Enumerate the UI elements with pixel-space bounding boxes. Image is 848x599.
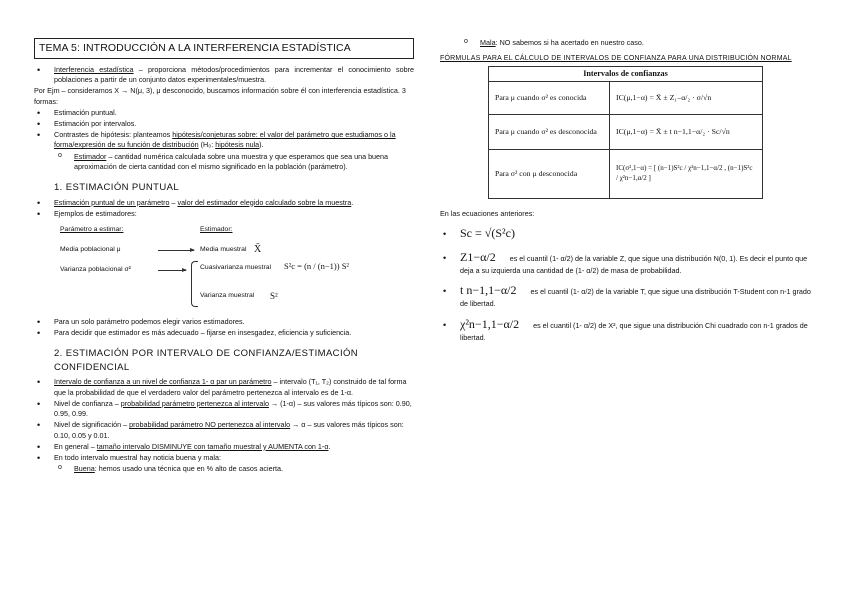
arrow-variance [158,270,186,271]
formulas-title: FÓRMULAS PARA EL CÁLCULO DE INTERVALOS DE CONFIANZA PARA UNA DISTRIBUCIÓN NORMAL [440,55,792,63]
left-column [34,38,414,475]
def-item [440,316,820,343]
estimator-header: Estimador: [200,226,233,234]
intro-text: – proporciona métodos/procedimientos para incrementar el conocimiento sobre poblaciones a partir de un conjunto datos experimentales/muestra. [54,64,414,85]
def-symbol: χ²n−1,1−α/2 [460,316,520,331]
row-formula: IC(σ²,1−α) = [ (n−1)S²c / χ²n−1,1−α/2 , (n−1)S²c / χ²n−1,α/2 ] [610,149,763,198]
ci-term: Intervalo de confianza a un nivel de confianza 1- α par un parámetro [54,377,272,387]
sym-mean: X̄ [254,244,262,256]
sig-post: → α – sus valores más típicos son: 0.10, 0.05 y 0.01. [54,420,404,440]
def-item [440,249,820,276]
bad-term: Mala [480,38,496,47]
row-case: Para μ cuando σ² es conocida [489,81,610,114]
good-news-sub [34,464,414,474]
brace [191,261,198,307]
def-text: es el cuantil (1- α/2) de X², que sigue una distribución Chi cuadrado con n-1 grados de libertad. [460,320,808,342]
hypothesis-bullet [34,130,414,150]
est-variance: Varianza muestral [200,292,255,300]
after-fig-1: • Para un solo parámetro podemos elegir varios estimadores. [34,317,414,327]
confidence-bullet [34,399,414,419]
def-item [440,225,820,243]
general-bullet [34,442,414,452]
row-case: Para μ cuando σ² es desconocida [489,114,610,149]
examples-bullet: • Ejemplos de estimadores: [34,209,414,219]
gen-pre: En general – [54,441,97,451]
bad-def: : NO sabemos si ha acertado en nuestro caso. [495,38,644,47]
point-def: valor del estimador elegido calculado sobre la muestra [177,197,352,207]
intro-bullet [34,65,414,85]
form-bullet-1: • Estimación puntual. [34,108,414,118]
def-text: es el cuantil (1- α/2) de la variable Z, que sigue una distribución N(0, 1). Es decir el punto que deja a su izquierda una cantidad de (1- α/2) de masa de probabilidad. [460,254,808,276]
ci-def: – intervalo (T₁, T₂) construido de tal forma que la probabilidad de que el verdadero valor del parámetro pertenezca al intervalo es de 1-α. [54,377,407,397]
arrow-mean [158,250,194,251]
hyp-underlined: hipótesis/conjeturas sobre: el valor del parámetro que estudiamos o la forma/expresión de su función de distribución [54,130,396,150]
hyp-null: hipótesis nula [215,140,260,150]
estimator-sub [34,152,414,172]
point-end: . [351,197,354,207]
sig-u: probabilidad parámetro NO pertenezca al intervalo [129,420,291,430]
form-bullet-2: • Estimación por intervalos. [34,119,414,129]
ci-bullet [34,377,414,397]
estimator-figure [58,225,414,311]
hyp-pre: Contrastes de hipótesis: planteamos [54,130,173,140]
table-header: Intervalos de confianzas [489,67,763,82]
sym-quasivariance: S²c = (n / (n−1)) S² [284,261,349,272]
estimator-def: – cantidad numérica calculada sobre una muestra y que esperamos que sea una buena aproximación de cierta cantidad con el mismo significado en la población (parámetro). [74,151,389,171]
table-row [489,81,763,114]
row-formula: IC(μ,1−α) = X̄ ± Z₁₋α/₂ · σ/√n [610,81,763,114]
def-symbol: t n−1,1−α/2 [460,283,517,298]
hyp-post: (H₀: [198,140,216,150]
equations-intro: En las ecuaciones anteriores: [440,208,535,218]
conf-pre: Nivel de confianza – [54,398,121,408]
def-text: es el cuantil (1- α/2) de la variable T, que sigue una distribución T-Student con n-1 grado de libertad. [460,287,811,309]
hyp-end: ). [259,140,264,150]
gen-u: tamaño intervalo DISMINUYE con tamaño muestral y AUMENTA con 1-α [96,441,329,451]
conf-u: probabilidad parámetro pertenezca al intervalo [120,398,269,408]
gen-end: . [328,441,331,451]
conf-post: → (1-α) – sus valores más típicos son: 0.90, 0.95, 0.99. [54,398,412,419]
est-quasivariance: Cuasivarianza muestral [200,264,272,272]
table-row [489,149,763,198]
point-dash: – [169,197,178,207]
table-row [489,114,763,149]
example-line: Por Ejm – consideramos X → N(μ, 3), μ desconocido, buscamos información sobre él con interferencia estadística. 3 formas: [34,86,406,106]
def-symbol: Z1−α/2 [460,250,496,265]
row-case: Para σ² con μ desconocida [489,149,610,198]
est-mean: Media muestral [200,246,247,254]
param-header: Parámetro a estimar: [60,226,124,234]
ci-table [488,66,763,199]
param-mean: Media poblacional μ [60,246,121,254]
point-term: Estimación puntual de un parámetro [54,197,170,207]
sym-variance: S² [270,291,278,302]
after-fig-2: • Para decidir que estimador es más adecuado – fijarse en insesgadez, eficiencia y suficiencia. [34,328,414,338]
significance-bullet [34,420,414,440]
bad-news-sub [440,38,820,48]
section-1-heading: 1. ESTIMACIÓN PUNTUAL [54,182,180,194]
section-2-heading: 2. ESTIMACIÓN POR INTERVALO DE CONFIANZA/ESTIMACIÓN CONFIDENCIAL [54,348,359,373]
sig-pre: Nivel de significación – [54,420,130,430]
row-formula: IC(μ,1−α) = X̄ ± t n−1,1−α/₂ · Sc/√n [610,114,763,149]
estimator-term: Estimador [74,151,107,161]
def-symbol: Sc = √(S²c) [460,226,515,241]
good-term: Buena [74,464,95,474]
good-def: : hemos usado una técnica que en % alto de casos acierta. [94,464,283,474]
intro-term: Interferencia estadística [54,64,134,74]
page-title: TEMA 5: INTRODUCCIÓN A LA INTERFERENCIA ESTADÍSTICA [34,38,414,59]
news-bullet: • En todo intervalo muestral hay noticia buena y mala: [34,453,414,463]
right-column [440,38,820,349]
point-estimation-bullet [34,198,414,208]
param-variance: Varianza poblacional σ² [60,266,131,274]
def-item [440,282,820,309]
